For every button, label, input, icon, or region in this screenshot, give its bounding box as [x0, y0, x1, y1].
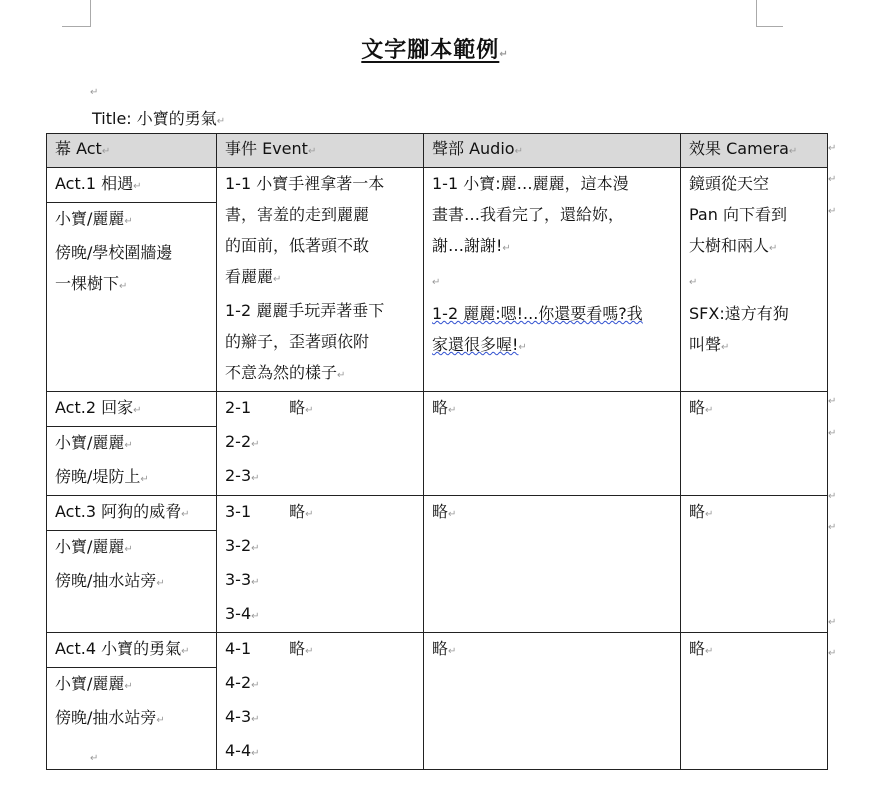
act-name-text: Act.3 阿狗的威脅 — [55, 502, 182, 521]
scene-text: 傍晚/堤防上 — [55, 467, 141, 486]
header-audio[interactable] — [424, 134, 681, 168]
event-item: 2-3 — [225, 466, 252, 485]
paragraph-mark-icon: ↵ — [216, 116, 226, 127]
audio-cell[interactable] — [424, 633, 681, 770]
act-details — [47, 426, 216, 495]
event-item: 4-1 — [225, 639, 252, 658]
cell-mark-icon: ↵ — [133, 181, 142, 192]
act-name — [55, 392, 208, 426]
empty-paragraph — [90, 746, 98, 765]
event-line — [225, 392, 415, 426]
event-note: 略 — [289, 639, 306, 658]
cell-mark-icon: ↵ — [251, 714, 260, 725]
cell-mark-icon: ↵ — [251, 577, 260, 588]
act-name — [55, 168, 208, 202]
event-line: 的辮子，歪著頭依附 — [225, 332, 370, 351]
event-line — [225, 564, 415, 598]
script-table — [46, 133, 828, 770]
act-scene-line — [55, 702, 208, 736]
cell-mark-icon: ↵ — [251, 748, 260, 759]
event-item: 3-2 — [225, 536, 252, 555]
audio-line — [432, 298, 672, 329]
camera-line — [689, 392, 819, 426]
event-line — [225, 295, 415, 326]
scene-text: 一棵樹下 — [55, 274, 120, 293]
cell-mark-icon: ↵ — [124, 544, 133, 555]
camera-line — [689, 496, 819, 530]
audio-text: 謝…謝謝! — [432, 236, 503, 255]
audio-text: 1-2 麗麗:嗯!...你還要看嗎?我 — [432, 304, 643, 323]
audio-line: 1-1 小寶:麗…麗麗，這本漫 — [432, 174, 629, 193]
cell-mark-icon: ↵ — [140, 474, 149, 485]
header-audio-label: 聲部 Audio — [432, 139, 515, 158]
row-end-mark-icon: ↵ — [828, 617, 837, 628]
script-title-label: Title: — [92, 109, 132, 128]
event-item: 2-2 — [225, 432, 252, 451]
table-row — [47, 168, 828, 392]
camera-line — [689, 230, 819, 264]
event-item: 2-1 — [225, 398, 252, 417]
camera-text: 大樹和兩人 — [689, 236, 770, 255]
act-details — [47, 667, 216, 736]
audio-line — [432, 633, 672, 667]
cell-mark-icon: ↵ — [124, 681, 133, 692]
paragraph-mark-icon: ↵ — [90, 87, 99, 98]
event-text: 看麗麗 — [225, 267, 274, 286]
event-item: 3-4 — [225, 604, 252, 623]
event-note: 略 — [289, 398, 306, 417]
event-cell[interactable] — [217, 633, 424, 770]
audio-note: 略 — [432, 502, 449, 521]
act-cell[interactable] — [47, 633, 217, 770]
paragraph-mark-icon: ↵ — [90, 753, 99, 764]
cell-mark-icon: ↵ — [432, 277, 441, 288]
document-title-text: 文字腳本範例 — [361, 38, 500, 63]
event-line: 1-1 小寶手裡拿著一本 — [225, 174, 385, 193]
audio-note: 略 — [432, 639, 449, 658]
row-end-mark-icon: ↵ — [828, 428, 837, 439]
event-line — [225, 598, 415, 632]
event-item: 3-1 — [225, 502, 252, 521]
audio-line — [432, 230, 672, 264]
act-details — [47, 530, 216, 599]
event-line — [225, 357, 415, 391]
cell-mark-icon: ↵ — [124, 440, 133, 451]
header-event[interactable] — [217, 134, 424, 168]
cell-mark-icon: ↵ — [251, 611, 260, 622]
row-end-mark-icon: ↵ — [828, 143, 837, 154]
row-end-mark-icon: ↵ — [828, 206, 837, 217]
camera-text: 叫聲 — [689, 335, 722, 354]
cell-mark-icon: ↵ — [181, 509, 190, 520]
cell-mark-icon: ↵ — [448, 509, 457, 520]
act-scene-line — [55, 268, 208, 302]
row-end-mark-icon: ↵ — [828, 174, 837, 185]
cell-mark-icon: ↵ — [514, 146, 523, 157]
cell-mark-icon: ↵ — [133, 405, 142, 416]
act-name — [55, 633, 208, 667]
row-end-mark-icon: ↵ — [828, 648, 837, 659]
audio-line — [432, 329, 672, 363]
act-name-text: Act.4 小寶的勇氣 — [55, 639, 182, 658]
table-header-row — [47, 134, 828, 168]
table-row — [47, 496, 828, 633]
page-corner-mark-right — [756, 0, 783, 27]
camera-cell[interactable] — [681, 633, 828, 770]
audio-cell[interactable] — [424, 392, 681, 496]
event-cell[interactable] — [217, 496, 424, 633]
cell-mark-icon: ↵ — [769, 243, 778, 254]
event-cell[interactable] — [217, 168, 424, 392]
empty-paragraph — [90, 80, 98, 99]
cell-mark-icon: ↵ — [251, 680, 260, 691]
cell-mark-icon: ↵ — [119, 281, 128, 292]
audio-line — [432, 264, 672, 298]
header-act-label: 幕 Act — [55, 139, 102, 158]
event-item: 4-4 — [225, 741, 252, 760]
event-line — [225, 735, 415, 769]
event-line — [225, 460, 415, 494]
row-end-mark-icon: ↵ — [828, 491, 837, 502]
audio-note: 略 — [432, 398, 449, 417]
header-camera-label: 效果 Camera — [689, 139, 789, 158]
event-line — [225, 633, 415, 667]
script-title-line[interactable] — [92, 106, 225, 129]
camera-line: Pan 向下看到 — [689, 205, 787, 224]
audio-line — [432, 392, 672, 426]
header-camera[interactable] — [681, 134, 828, 168]
cell-mark-icon: ↵ — [705, 646, 714, 657]
event-line — [225, 261, 415, 295]
act-characters — [55, 427, 208, 461]
event-item: 3-3 — [225, 570, 252, 589]
characters-text: 小寶/麗麗 — [55, 209, 125, 228]
event-line: 書，害羞的走到麗麗 — [225, 205, 370, 224]
page-corner-mark-left — [62, 0, 91, 27]
camera-line: SFX:遠方有狗 — [689, 304, 789, 323]
act-characters — [55, 203, 208, 237]
cell-mark-icon: ↵ — [518, 342, 527, 353]
row-end-mark-icon: ↵ — [828, 396, 837, 407]
document-title — [0, 33, 870, 64]
camera-line — [689, 264, 819, 298]
characters-text: 小寶/麗麗 — [55, 674, 125, 693]
audio-cell[interactable] — [424, 168, 681, 392]
audio-line: 畫書…我看完了，還給妳， — [432, 205, 625, 224]
cell-mark-icon: ↵ — [721, 342, 730, 353]
act-details — [47, 202, 216, 302]
cell-mark-icon: ↵ — [156, 578, 165, 589]
header-act[interactable] — [47, 134, 217, 168]
act-cell[interactable] — [47, 392, 217, 496]
event-note: 略 — [289, 502, 306, 521]
cell-mark-icon: ↵ — [251, 439, 260, 450]
act-scene-line: 傍晚/學校圍牆邊 — [55, 243, 173, 262]
act-name-text: Act.2 回家 — [55, 398, 134, 417]
act-name — [55, 496, 208, 530]
act-scene-line — [55, 461, 208, 495]
row-end-mark-icon: ↵ — [828, 522, 837, 533]
camera-note: 略 — [689, 639, 706, 658]
act-characters — [55, 531, 208, 565]
cell-mark-icon: ↵ — [124, 216, 133, 227]
act-cell[interactable] — [47, 496, 217, 633]
event-line — [225, 701, 415, 735]
camera-line — [689, 633, 819, 667]
table-row — [47, 633, 828, 770]
cell-mark-icon: ↵ — [788, 146, 798, 157]
event-line — [225, 426, 415, 460]
event-text: 不意為然的樣子 — [225, 363, 338, 382]
cell-mark-icon: ↵ — [101, 146, 111, 157]
cell-mark-icon: ↵ — [502, 243, 511, 254]
camera-cell[interactable] — [681, 496, 828, 633]
audio-cell[interactable] — [424, 496, 681, 633]
cell-mark-icon: ↵ — [689, 277, 698, 288]
scene-text: 傍晚/抽水站旁 — [55, 571, 157, 590]
cell-mark-icon: ↵ — [305, 509, 314, 520]
cell-mark-icon: ↵ — [156, 715, 165, 726]
cell-mark-icon: ↵ — [305, 405, 314, 416]
act-characters — [55, 668, 208, 702]
table-row — [47, 392, 828, 496]
audio-text: 家還很多喔! — [432, 335, 519, 354]
cell-mark-icon: ↵ — [448, 646, 457, 657]
cell-mark-icon: ↵ — [273, 274, 282, 285]
script-title-value: 小寶的勇氣 — [136, 109, 217, 128]
act-name-text: Act.1 相遇 — [55, 174, 134, 193]
cell-mark-icon: ↵ — [251, 543, 260, 554]
event-line — [225, 496, 415, 530]
event-text: 1-2 麗麗手玩弄著垂下 — [225, 301, 385, 320]
camera-cell[interactable] — [681, 168, 828, 392]
cell-mark-icon: ↵ — [705, 509, 714, 520]
camera-line: 鏡頭從天空 — [689, 174, 770, 193]
cell-mark-icon: ↵ — [307, 146, 317, 157]
scene-text: 傍晚/抽水站旁 — [55, 708, 157, 727]
event-line: 的面前，低著頭不敢 — [225, 236, 370, 255]
header-event-label: 事件 Event — [225, 139, 308, 158]
audio-line — [432, 496, 672, 530]
characters-text: 小寶/麗麗 — [55, 537, 125, 556]
cell-mark-icon: ↵ — [448, 405, 457, 416]
cell-mark-icon: ↵ — [181, 646, 190, 657]
event-cell[interactable] — [217, 392, 424, 496]
event-item: 4-3 — [225, 707, 252, 726]
camera-note: 略 — [689, 502, 706, 521]
cell-mark-icon: ↵ — [305, 646, 314, 657]
cell-mark-icon: ↵ — [337, 370, 346, 381]
cell-mark-icon: ↵ — [251, 473, 260, 484]
act-scene-line — [55, 565, 208, 599]
cell-mark-icon: ↵ — [705, 405, 714, 416]
camera-cell[interactable] — [681, 392, 828, 496]
act-cell[interactable] — [47, 168, 217, 392]
event-item: 4-2 — [225, 673, 252, 692]
paragraph-mark-icon: ↵ — [499, 49, 509, 60]
event-line — [225, 530, 415, 564]
camera-line — [689, 329, 819, 363]
characters-text: 小寶/麗麗 — [55, 433, 125, 452]
event-line — [225, 667, 415, 701]
camera-note: 略 — [689, 398, 706, 417]
